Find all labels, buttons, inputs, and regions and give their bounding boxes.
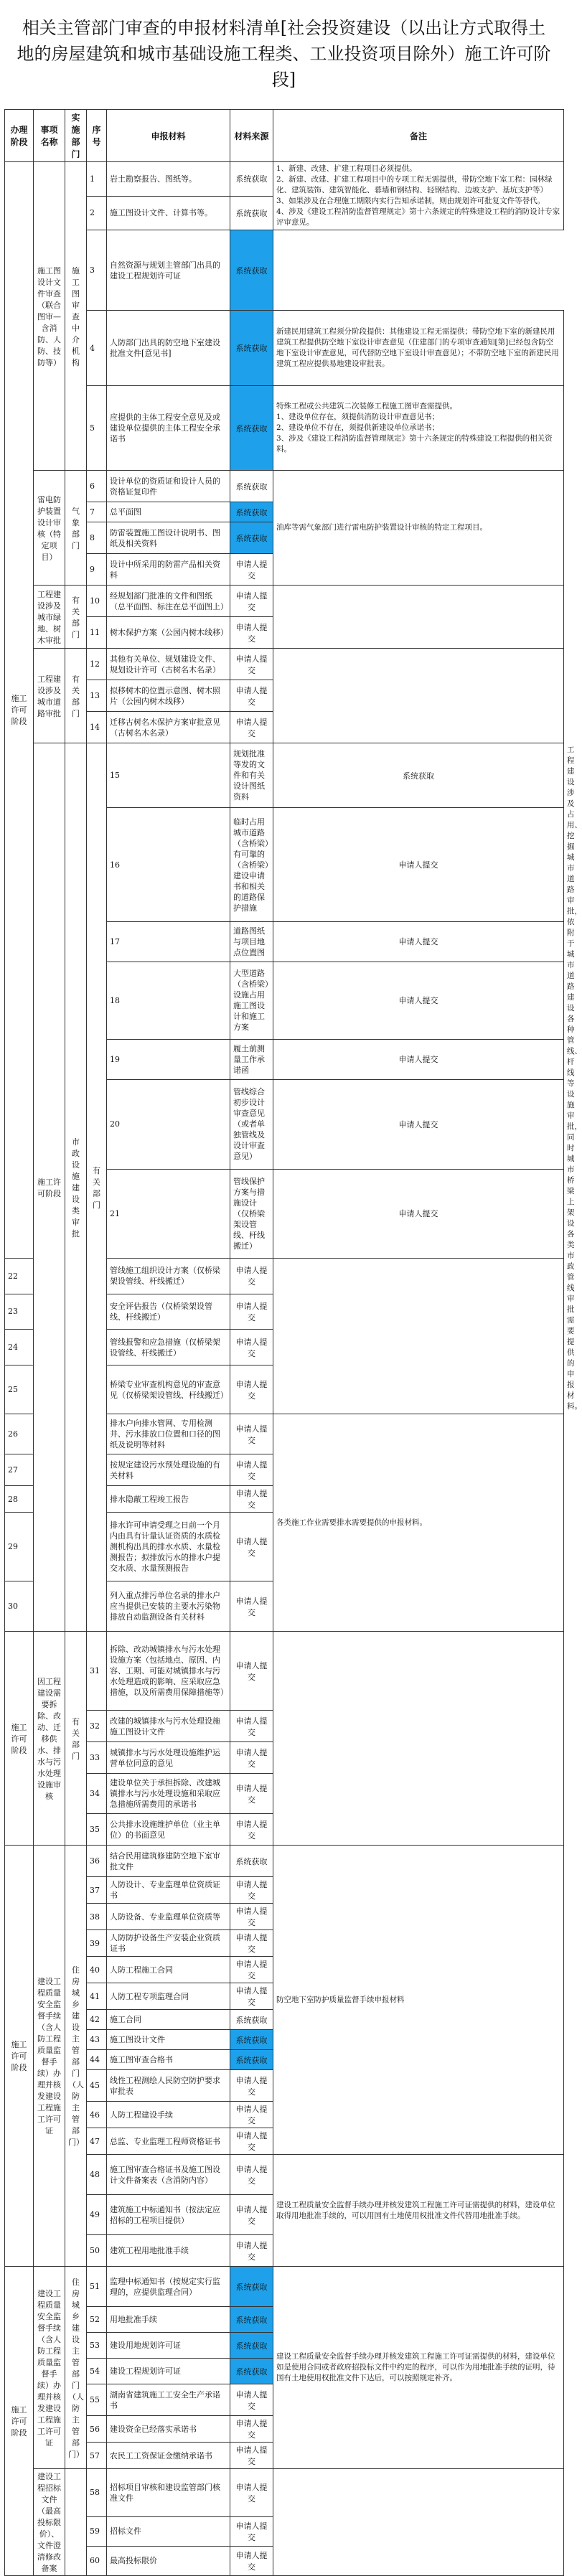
source-cell: 系统获取 <box>230 2050 273 2070</box>
material-cell: 管线报警和应急措施（仅桥梁架设管线、杆线搬迁） <box>107 1330 230 1365</box>
index-cell: 14 <box>87 712 107 743</box>
table-row <box>5 649 564 680</box>
index-cell: 31 <box>87 1632 107 1711</box>
source-cell: 申请人提交 <box>273 921 564 962</box>
index-cell: 46 <box>87 2102 107 2128</box>
index-cell: 49 <box>87 2195 107 2235</box>
source-cell: 申请人提交 <box>230 2128 273 2155</box>
index-cell: 5 <box>87 386 107 471</box>
material-cell: 建设资金已经落实承诺书 <box>107 2416 230 2443</box>
material-cell: 施工图设计文件 <box>107 2030 230 2050</box>
material-cell: 最高投标限价 <box>107 2546 230 2575</box>
index-cell: 37 <box>87 1877 107 1904</box>
index-cell: 29 <box>5 1513 34 1581</box>
material-cell: 线性工程测绘人民防空防护要求审批表 <box>107 2070 230 2102</box>
stage-cell: 施工许可阶段 <box>5 2267 34 2576</box>
material-cell: 岩土勘察报告、图纸等。 <box>107 162 230 197</box>
table-row: 施工许可阶段 市政设施建设类审批 有关部门 15 规划批准等发的文件和有关设计图纸资料 系统获取 工程建设涉及占用、挖掘城市道路审批，依附于城市道路建设各种管线、杆线等设施审批，同时城市桥梁上架设各类市政管线审批需要提供的申报材料。 <box>5 743 564 808</box>
matter-cell: 工程建设涉及城市绿地、树木审批 <box>34 586 65 649</box>
source-cell: 申请人提交 <box>273 962 564 1039</box>
source-cell: 系统获取 <box>230 2333 273 2359</box>
material-cell: 按规定建设污水预处理设施的有关材料 <box>107 1454 230 1486</box>
source-cell: 申请人提交 <box>230 2102 273 2128</box>
header-stage: 办理阶段 <box>5 110 34 162</box>
material-cell: 结合民用建筑修建防空地下室审批文件 <box>107 1846 230 1877</box>
material-cell: 人防部门出具的防空地下室建设批准文件[意见书] <box>107 311 230 386</box>
note-cell <box>273 2469 564 2576</box>
header-index: 序号 <box>87 110 107 162</box>
index-cell: 33 <box>87 1742 107 1774</box>
index-cell: 42 <box>87 2010 107 2030</box>
source-cell: 系统获取 <box>230 2267 273 2307</box>
material-cell: 人防工程专项监理合同 <box>107 1983 230 2010</box>
dept-cell: 施工图审查中介机构 <box>65 162 87 471</box>
material-cell: 管线施工组织设计方案（仅桥梁架设管线、杆线搬迁） <box>107 1258 230 1294</box>
note-cell: 油库等需气象部门进行雷电防护装置设计审核的特定工程项目。 <box>273 471 564 586</box>
header-note: 备注 <box>273 110 564 162</box>
table-row <box>5 2267 564 2307</box>
matter-cell: 工程建设涉及城市道路审批 <box>34 649 65 743</box>
stage-cell: 施工许可阶段 <box>5 1632 34 1846</box>
material-cell: 施工图设计文件、计算书等。 <box>107 196 230 230</box>
source-cell: 系统获取 <box>230 522 273 554</box>
source-cell: 系统获取 <box>230 2030 273 2050</box>
dept-cell: 有关部门 <box>65 1632 87 1846</box>
material-cell: 大型道路（含桥梁）设施占用施工图设计和施工方案 <box>230 962 273 1039</box>
source-cell: 申请人提交 <box>230 2070 273 2102</box>
source-cell: 申请人提交 <box>230 1581 273 1632</box>
index-cell: 60 <box>87 2546 107 2575</box>
source-cell: 申请人提交 <box>230 2235 273 2267</box>
index-cell: 47 <box>87 2128 107 2155</box>
material-cell: 施工合同 <box>107 2010 230 2030</box>
table-row <box>5 311 564 386</box>
note-cell: 建设工程质量安全监督手续办理并核发建筑工程施工许可证需提供的材料，建设单位如是使用合同或者政府招投标文件中约定的程序，可以作为用地批准手续的证明，待国有土地使用权批准文件下达后，可以按照规定补齐。 <box>273 2267 564 2469</box>
index-cell: 45 <box>87 2070 107 2102</box>
index-cell: 55 <box>87 2384 107 2416</box>
index-cell: 59 <box>87 2516 107 2546</box>
index-cell: 10 <box>87 586 107 617</box>
source-cell: 申请人提交 <box>273 1080 564 1169</box>
source-cell: 系统获取 <box>230 471 273 502</box>
note-cell <box>273 1632 564 1846</box>
material-cell: 湖南省建筑施工工安全生产承诺书 <box>107 2384 230 2416</box>
matter-cell: 建设工程招标文件（最高投标限价）、文件澄清修改备案 <box>34 2469 65 2576</box>
material-cell: 建设工程规划许可证 <box>107 2359 230 2384</box>
material-cell: 规划批准等发的文件和有关设计图纸资料 <box>230 743 273 808</box>
source-cell: 系统获取 <box>273 743 564 808</box>
dept-cell: 气象部门 <box>65 471 87 586</box>
material-cell: 总平面图 <box>107 502 230 522</box>
source-cell: 申请人提交 <box>230 586 273 617</box>
source-cell: 申请人提交 <box>230 1632 273 1711</box>
source-cell: 申请人提交 <box>230 1486 273 1513</box>
source-cell: 申请人提交 <box>230 1904 273 1930</box>
index-cell: 7 <box>87 502 107 522</box>
material-cell: 履土前测量工作承诺函 <box>230 1039 273 1080</box>
material-cell: 应提供的主体工程安全意见及或建设单位提供的主体工程安全承诺书 <box>107 386 230 471</box>
material-cell: 桥梁专业审查机构意见的审查意见（仅桥梁架设管线、杆线搬迁） <box>107 1365 230 1414</box>
material-cell: 安全评估报告（仅桥梁架设管线、杆线搬迁） <box>107 1294 230 1330</box>
material-cell: 城镇排水与污水处理设施维护运营单位同意的意见 <box>107 1742 230 1774</box>
index-cell: 1 <box>87 162 107 197</box>
index-cell: 19 <box>107 1039 230 1080</box>
index-cell: 36 <box>87 1846 107 1877</box>
source-cell: 系统获取 <box>230 386 273 471</box>
index-cell: 23 <box>5 1294 34 1330</box>
matter-cell: 雷电防护装置设计审核（特定项目） <box>34 471 65 586</box>
index-cell: 8 <box>87 522 107 554</box>
source-cell: 申请人提交 <box>273 1039 564 1080</box>
index-cell: 48 <box>87 2155 107 2195</box>
note-cell: 建设工程质量安全监督手续办理并核发建筑工程施工许可证需提供的材料，建设单位取得用地批准手续的，可以用国有土地使用权批准文件代替用地批准手续。 <box>273 2155 564 2267</box>
index-cell: 22 <box>5 1258 34 1294</box>
source-cell: 系统获取 <box>230 2359 273 2384</box>
note-cell: 各类施工作业需要排水需要提供的申报材料。 <box>273 1414 564 1632</box>
index-cell: 13 <box>87 680 107 712</box>
material-cell: 人防设备、专业监理单位资质等 <box>107 1904 230 1930</box>
material-cell: 拆除、改动城镇排水与污水处理设施方案（包括地点、原因、内容、工期、可能对城镇排水与污水处理造成的影响、应采取应急措施，以及所需费用保障措施等） <box>107 1632 230 1711</box>
index-cell: 28 <box>5 1486 34 1513</box>
matter-cell: 建设工程质量安全监督手续（含人防工程质量监督手续）办理并核发建设工程施工许可证 <box>34 1846 65 2267</box>
stage-cell: 施工许可阶段 <box>34 743 65 1632</box>
source-cell: 申请人提交 <box>230 554 273 586</box>
source-cell: 申请人提交 <box>230 1774 273 1814</box>
source-cell: 申请人提交 <box>230 712 273 743</box>
table-row <box>5 386 564 471</box>
source-cell: 申请人提交 <box>230 1258 273 1294</box>
material-cell: 施工图审查合格书 <box>107 2050 230 2070</box>
dept-cell <box>65 2469 87 2576</box>
source-cell: 系统获取 <box>230 311 273 386</box>
matter-cell: 施工图设计文件审查（联合图审—含消防、人防、技防等） <box>34 162 65 471</box>
material-cell: 人防工程建设手续 <box>107 2102 230 2128</box>
index-cell: 3 <box>87 230 107 311</box>
source-cell: 申请人提交 <box>230 1454 273 1486</box>
material-cell: 防雷装置施工图设计说明书、图纸及相关资料 <box>107 522 230 554</box>
index-cell: 27 <box>5 1454 34 1486</box>
material-cell: 列入重点排污单位名录的排水户应当提供已安装的主要水污染物排放自动监测设备有关材料 <box>107 1581 230 1632</box>
index-cell: 21 <box>107 1169 230 1258</box>
index-cell: 9 <box>87 554 107 586</box>
source-cell: 申请人提交 <box>273 1169 564 1258</box>
material-cell: 设计中所采用的防雷产品相关资料 <box>107 554 230 586</box>
source-cell: 系统获取 <box>230 2307 273 2333</box>
note-cell: 新建民用建筑工程须分阶段提供：其他建设工程无需提供；带防空地下室的新建民用建筑工程提供防空地下室设计审查意见（住建部门的专项审查通知[第]已经包含防空地下室设计审查意见，可代替防空地下室设计审查意见）；不带防空地下室的新建民用建筑工程应提供易地建设审批表。 <box>273 311 564 386</box>
dept-cell: 住房城乡建设主管部门（人防主管部门） <box>65 2267 87 2469</box>
dept-cell: 住房城乡建设主管部门（人防主管部门） <box>65 1846 87 2267</box>
table-row <box>5 1632 564 1711</box>
index-cell: 52 <box>87 2307 107 2333</box>
header-source: 材料来源 <box>230 110 273 162</box>
source-cell: 申请人提交 <box>230 2195 273 2235</box>
source-cell: 申请人提交 <box>230 2155 273 2195</box>
material-cell: 排水许可申请受理之日前一个月内由具有计量认证资质的水质检测机构出具的排水水质、水量检测报告；拟排放污水的排水户提交水质、水量预测报告 <box>107 1513 230 1581</box>
source-cell: 申请人提交 <box>230 1330 273 1365</box>
material-cell: 建设用地规划许可证 <box>107 2333 230 2359</box>
index-cell: 54 <box>87 2359 107 2384</box>
source-cell: 申请人提交 <box>230 1513 273 1581</box>
table-row <box>5 162 564 197</box>
material-cell: 用地批准手续 <box>107 2307 230 2333</box>
material-cell: 施工图审查合格证书及施工图设计文件备案表（含消防内容） <box>107 2155 230 2195</box>
index-cell: 17 <box>107 921 230 962</box>
material-cell: 建筑施工中标通知书（按法定应招标的工程项目提供） <box>107 2195 230 2235</box>
index-cell: 53 <box>87 2333 107 2359</box>
source-cell: 系统获取 <box>230 1846 273 1877</box>
index-cell: 56 <box>87 2416 107 2443</box>
note-cell: 防空地下室防护质量监督手续申报材料 <box>273 1846 564 2155</box>
source-cell: 系统获取 <box>230 2010 273 2030</box>
material-cell: 改建的城镇排水与污水处理设施施工图设计文件 <box>107 1711 230 1742</box>
matter-cell: 市政设施建设类审批 <box>65 743 87 1632</box>
matter-cell: 因工程建设需要拆除、改动、迁移供水、排水与污水处理设施审核 <box>34 1632 65 1846</box>
source-cell: 系统获取 <box>230 162 273 197</box>
source-cell: 申请人提交 <box>230 1877 273 1904</box>
table-body <box>5 162 582 2576</box>
note-cell <box>273 649 564 743</box>
source-cell: 申请人提交 <box>230 1814 273 1846</box>
source-cell: 申请人提交 <box>230 1414 273 1454</box>
index-cell: 40 <box>87 1957 107 1983</box>
dept-cell: 有关部门 <box>87 743 107 1632</box>
source-cell: 系统获取 <box>230 230 273 311</box>
source-cell: 申请人提交 <box>230 1711 273 1742</box>
index-cell: 41 <box>87 1983 107 2010</box>
material-cell: 道路图纸与项目地点位置图 <box>230 921 273 962</box>
material-cell: 招标文件 <box>107 2516 230 2546</box>
index-cell: 4 <box>87 311 107 386</box>
index-cell: 18 <box>107 962 230 1039</box>
index-cell: 34 <box>87 1774 107 1814</box>
material-cell: 排水户向排水管网、专用检测井、污水排放口位置和口径的图纸及说明等材料 <box>107 1414 230 1454</box>
note-cell: 1、新建、改建、扩建工程项目必须提供。 2、新建、改建、扩建工程项目中的专项工程无需提供，带防空地下室工程：园林绿化、建筑装饰、建筑智能化、幕墙和钢结构、轻钢结构、边坡支护、基坑支护等） 3、如果涉及在合理施工期限内实行告知承诺制，则由规划许可批复文件等替代。 4、涉及《建设工程消防监督管理规定》第十六条规定的特殊建设工程的消防设计专家评审意见。 <box>273 162 564 230</box>
dept-cell: 有关部门 <box>65 649 87 743</box>
table-row <box>5 1846 564 1877</box>
source-cell: 申请人提交 <box>230 617 273 649</box>
material-cell: 排水隐蔽工程竣工报告 <box>107 1486 230 1513</box>
note-cell <box>273 586 564 649</box>
source-cell: 申请人提交 <box>230 680 273 712</box>
table-row <box>5 2155 564 2195</box>
index-cell: 44 <box>87 2050 107 2070</box>
source-cell: 申请人提交 <box>230 2469 273 2517</box>
index-cell: 11 <box>87 617 107 649</box>
source-cell: 申请人提交 <box>230 1742 273 1774</box>
header-material: 申报材料 <box>107 110 230 162</box>
index-cell: 25 <box>5 1365 34 1414</box>
material-cell: 监理中标通知书（按规定实行监理的，应提供监理合同） <box>107 2267 230 2307</box>
stage-cell: 施工许可阶段 <box>5 1846 34 2267</box>
material-cell: 管线综合初步设计审查意见（或者单独管线及设计审查意见） <box>230 1080 273 1169</box>
index-cell: 16 <box>107 808 230 921</box>
material-cell: 公共排水设施维护单位（业主单位）的书面意见 <box>107 1814 230 1846</box>
material-cell: 迁移古树名木保护方案审批意见（古树名木名录） <box>107 712 230 743</box>
source-cell: 申请人提交 <box>230 2516 273 2546</box>
material-cell: 建设单位关于承担拆除、改建城镇排水与污水处理设施和采取应急措施所需费用的承诺书 <box>107 1774 230 1814</box>
material-cell: 设计单位的资质证和设计人员的资格证复印件 <box>107 471 230 502</box>
index-cell: 2 <box>87 196 107 230</box>
index-cell: 6 <box>87 471 107 502</box>
index-cell: 39 <box>87 1930 107 1957</box>
index-cell: 58 <box>87 2469 107 2517</box>
material-cell: 自然资源与规划主管部门出具的建设工程规划许可证 <box>107 230 230 311</box>
note-cell: 特殊工程或公共建筑二次装修工程施工图审查需提供。 1、建设单位存在，须提供消防设计审查意见书； 2、建设单位不存在，须提供新建设单位承诺书； 3、涉及《建设工程消防监督管理规定》第十六条规定的特殊建设工程提供的相关资料。 <box>273 386 564 471</box>
source-cell: 申请人提交 <box>273 808 564 921</box>
material-cell: 人防防护设备生产安装企业资质证书 <box>107 1930 230 1957</box>
header-matter: 事项名称 <box>34 110 65 162</box>
source-cell: 申请人提交 <box>230 2416 273 2443</box>
header-dept: 实施部门 <box>65 110 87 162</box>
material-cell: 总监、专业监理工程师资格证书 <box>107 2128 230 2155</box>
material-cell: 拟移树木的位置示意图、树木照片（公园内树木线移） <box>107 680 230 712</box>
index-cell: 38 <box>87 1904 107 1930</box>
index-cell: 32 <box>87 1711 107 1742</box>
material-cell: 人防设计、专业监理单位资质证书 <box>107 1877 230 1904</box>
table-row <box>5 230 564 311</box>
stage-cell: 施工许可阶段 <box>5 162 34 1259</box>
material-cell: 农民工工资保证金缴纳承诺书 <box>107 2443 230 2469</box>
index-cell: 26 <box>5 1414 34 1454</box>
source-cell: 申请人提交 <box>230 649 273 680</box>
table-row <box>5 2469 564 2517</box>
source-cell: 申请人提交 <box>230 1957 273 1983</box>
source-cell: 系统获取 <box>230 196 273 230</box>
material-cell: 管线保护方案与措施设计（仅桥梁架设管线、杆线搬迁） <box>230 1169 273 1258</box>
material-cell: 树木保护方案（公园内树木线移） <box>107 617 230 649</box>
table-header-row <box>5 110 564 162</box>
source-cell: 申请人提交 <box>230 2443 273 2469</box>
source-cell: 申请人提交 <box>230 1983 273 2010</box>
index-cell: 57 <box>87 2443 107 2469</box>
index-cell: 24 <box>5 1330 34 1365</box>
material-cell: 其他有关单位、规划建设文件、规划设计许可（古树名木名录） <box>107 649 230 680</box>
index-cell: 50 <box>87 2235 107 2267</box>
index-cell: 51 <box>87 2267 107 2307</box>
source-cell: 申请人提交 <box>230 2384 273 2416</box>
index-cell: 30 <box>5 1581 34 1632</box>
index-cell: 35 <box>87 1814 107 1846</box>
table-row <box>5 586 564 617</box>
table-row <box>5 471 564 502</box>
index-cell: 12 <box>87 649 107 680</box>
dept-cell: 有关部门 <box>65 586 87 649</box>
material-cell: 人防工程施工合同 <box>107 1957 230 1983</box>
source-cell: 系统获取 <box>230 502 273 522</box>
material-cell: 招标项目审核和建设监管部门核准文件 <box>107 2469 230 2517</box>
source-cell: 申请人提交 <box>230 1365 273 1414</box>
index-cell: 43 <box>87 2030 107 2050</box>
page-title: 相关主管部门审查的申报材料清单[社会投资建设（以出让方式取得土地的房屋建筑和城市基础设施工程类、工业投资项目除外）施工许可阶段] <box>17 18 551 90</box>
materials-table <box>4 109 582 2576</box>
material-cell: 临时占用城市道路（含桥梁）有可靠的（含桥梁）建设申请书和相关的道路保护措施 <box>230 808 273 921</box>
source-cell: 申请人提交 <box>230 2546 273 2575</box>
index-cell: 20 <box>107 1080 230 1169</box>
matter-cell: 建设工程质量安全监督手续（含人防工程质量监督手续）办理并核发建设工程施工许可证 <box>34 2267 65 2469</box>
source-cell: 申请人提交 <box>230 1930 273 1957</box>
material-cell: 经规划部门批准的文件和图纸（总平面图、标注在总平面图上） <box>107 586 230 617</box>
material-cell: 建筑工程用地批准手续 <box>107 2235 230 2267</box>
source-cell: 申请人提交 <box>230 1294 273 1330</box>
index-cell: 15 <box>107 743 230 808</box>
